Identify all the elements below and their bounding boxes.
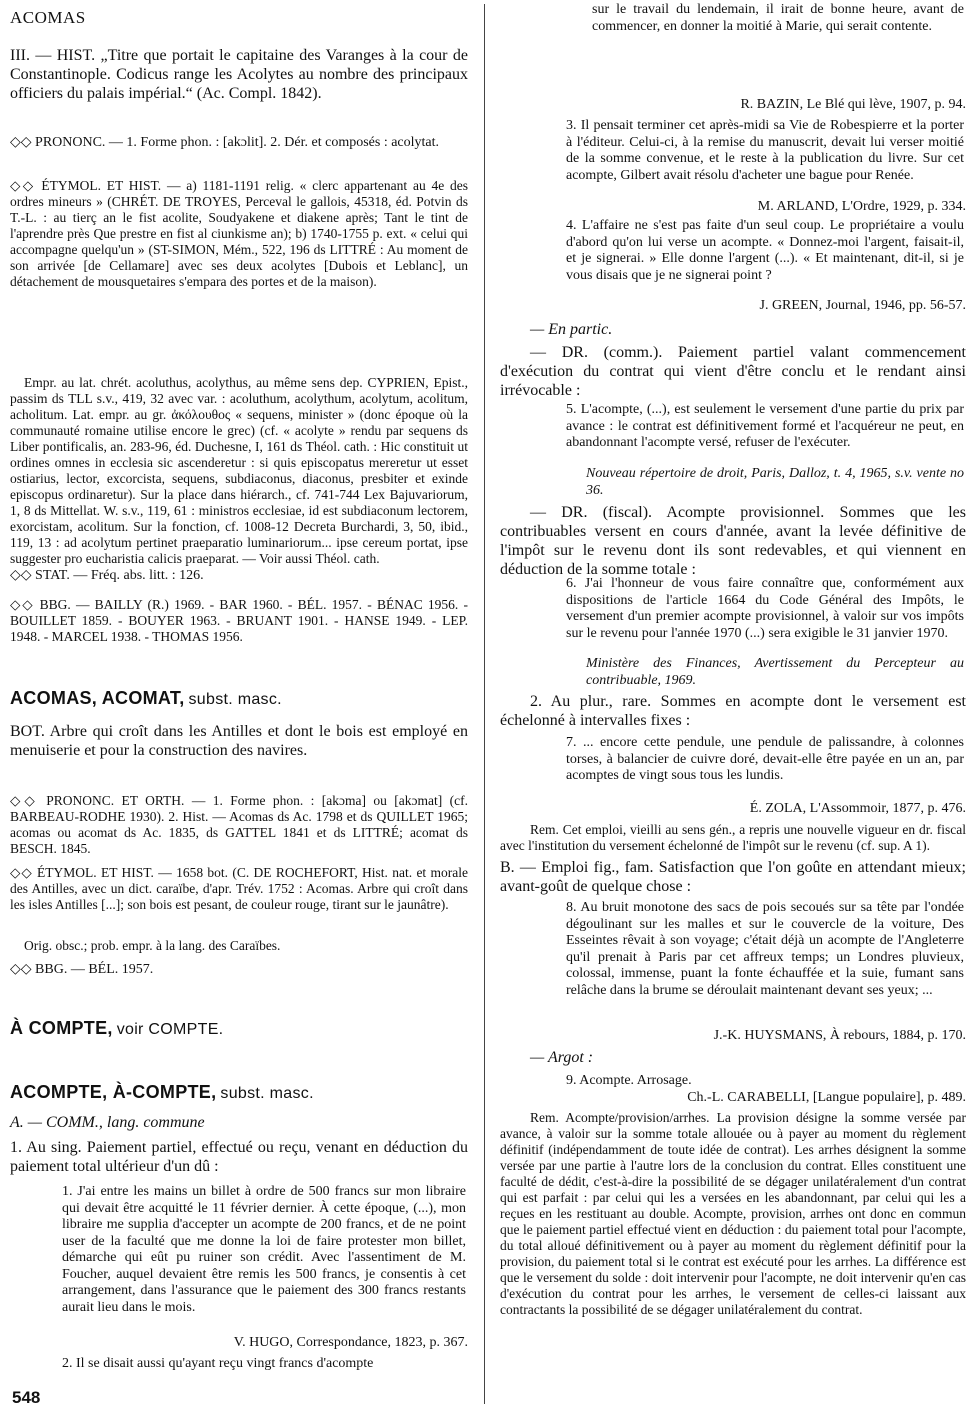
acompte-lemma: ACOMPTE, À-COMPTE, <box>10 1082 217 1102</box>
en-partic: — En partic. <box>530 321 613 338</box>
acompte-headword <box>10 1082 468 1103</box>
etymol-paragraph: ◇◇ ÉTYMOL. ET HIST. — a) 1181-1191 relig. « clerc appartenant au 4e des ordres mineurs » (CHRÉT. DE TROYES, Perceval le gallois, 45318, éd. Potvin ds T.-L. : au tierç an le fist acolite, Soudyakene et diakene après; Tant le tint de l'aprendre près Que prestre en fist al ciunkisme an); b) 1740-1755 p. ext. « celui qui accompagne quelqu'un » (ST-SIMON, Mém., 522, 196 ds LITTRÉ : Au moment de son arrivée [de Cellamare] avec ses deux acolytes [Dubois et Leblanc], un détachement de mousquetaires s'empara des portes et de la maison). <box>10 178 468 289</box>
example-1: 1. J'ai entre les mains un billet à ordre de 500 francs sur mon libraire qui devait être acquitté le 11 février dernier. À cette époque, (...), mon libraire me supplia d'accepter un acompte de 200 francs, et de ne point user de la faculté que me donne la loi de faire protester mon billet, démarche qui eût pu ruiner son crédit. Avec l'assentiment de M. Foucher, auquel devaient être remis les 500 francs, je consentis à cet arrangement, dans l'assurance que le paiement des 300 francs restants aurait lieu dans le mois. <box>62 1184 466 1315</box>
remark-1: Rem. Cet emploi, vieilli au sens gén., a repris une nouvelle vigueur en dr. fiscal avec l'institution du versement échelonné de l'impôt sur le revenu (cf. sup. A 1). <box>500 822 966 853</box>
a-compte-headword <box>10 1018 468 1039</box>
example-5-source: Nouveau répertoire de droit, Paris, Dalloz, t. 4, 1965, s.v. vente no 36. <box>586 466 964 498</box>
running-head: ACOMAS <box>10 8 86 27</box>
a-compte-lemma: À COMPTE, <box>10 1018 113 1038</box>
example-7: 7. ... encore cette pendule, une pendule de palissandre, à colonnes torses, à balancier de cuivre doré, devait-elle être payée en un an, par acomptes de vingt sous tous les lundis. <box>566 735 964 783</box>
bbg-paragraph: ◇◇ BBG. — BAILLY (R.) 1969. - BAR 1960. - BÉL. 1957. - BÉNAC 1956. - BOUILLET 1859. - BOUYER 1963. - BRUANT 1901. - HANSE 1949. - LEP. 1948. - MARCEL 1938. - THOMAS 1956. <box>10 597 468 644</box>
dr-comm-definition: — DR. (comm.). Paiement partiel valant commencement d'exécution du contrat qui vient d'être conclu et le rendant ainsi irrévocable : <box>500 344 966 399</box>
acomas-prononc: ◇◇ PRONONC. ET ORTH. — 1. Forme phon. : [akɔma] ou [akɔmat] (cf. BARBEAU-RODHE 1930). 2. Hist. — Acomas ds Ac. 1798 et ds QUILLET 1965; acomas ou acomat ds Ac. 1835, ds GATTEL 1841 et ds LITTRÉ; acomat ds BESCH. 1845. <box>10 793 468 856</box>
empr-paragraph: Empr. au lat. chrét. acoluthus, acolythus, au même sens dep. CYPRIEN, Epist., passim ds TLL s.v., 419, 32 avec var. : acoluthum, acolythum, acolytum, acolitum, acholitum. Lat. empr. au gr. ἀκόλουθος « sequens, minister » (donc époque où la communauté romaine utilise encore le grec) (cf. « acolyte » rendu par sequens ds Liber pontificalis, an. 283-96, éd. Duchesne, I, 161 ds Théol. cath. : Hic constituit ut ordines omnes in ecclesia sic ascenderetur : si quis episcopatus mereretur ut esset ostiarius, lector, excorcista, sequens, subdiaconus, diaconus, presbiter et exinde episcopus ordinaretur). Sur la place dans hiérarch., cf. 741-744 Lex Bajuvariorum, 1, 8 ds Mittellat. W. s.v., 119, 61 : ministros ecclesiae, id est subdiaconum lectorem, exorcistam, acolitum. Sur la fonction, cf. 1008-12 Decreta Burchardi, 3, 50, ibid., 119, 13 : ad acolytum pertinet praeparatio luminariorum... ipse cereum portat, ipse suggester pro eucharistia calicis praeparat. — Voir aussi Théol. cath. <box>10 375 468 566</box>
column-separator <box>484 4 485 1404</box>
a-compte-see: voir COMPTE. <box>116 1021 224 1038</box>
example-2-source: R. BAZIN, Le Blé qui lève, 1907, p. 94. <box>740 97 966 112</box>
example-4: 4. L'affaire ne s'est pas faite d'un seul coup. Le propriétaire a voulu d'abord qu'on lui verse un acompte. « Donnez-moi l'argent, faisait-il, et je signerai. » Elle donne l'argent (...). « Et maintenant, dit-il, si je vous disais que je ne signerai point ? <box>566 218 964 283</box>
example-4-source: J. GREEN, Journal, 1946, pp. 56-57. <box>759 298 966 313</box>
example-2-start: 2. Il se disait aussi qu'ayant reçu vingt francs d'acompte <box>62 1356 374 1371</box>
example-3-source: M. ARLAND, L'Ordre, 1929, p. 334. <box>757 199 966 214</box>
acomas-orig: Orig. obsc.; prob. empr. à la lang. des Caraïbes. <box>24 938 281 953</box>
argot-heading: — Argot : <box>530 1049 594 1066</box>
example-6: 6. J'ai l'honneur de vous faire connaître que, conformément aux dispositions de l'article 1664 du Code Général des Impôts, le versement d'un premier acompte provisionnel, à valoir sur vos impôts sur le revenu pour l'année 1970 (...) sera exigible le 31 janvier 1970. <box>566 576 964 641</box>
stat-paragraph: ◇◇ STAT. — Fréq. abs. litt. : 126. <box>10 568 204 583</box>
page-number: 548 <box>12 1388 41 1407</box>
acomas-headword <box>10 688 468 709</box>
section-a-heading: A. — COMM., lang. commune <box>10 1114 205 1131</box>
singular-definition: 1. Au sing. Paiement partiel, effectué ou reçu, venant en déduction du paiement total ultérieur d'un dû : <box>10 1139 468 1175</box>
plural-definition: 2. Au plur., rare. Sommes en acompte dont le versement est échelonné à intervalles fixes : <box>500 693 966 729</box>
acomas-etymol: ◇◇ ÉTYMOL. ET HIST. — 1658 bot. (C. DE ROCHEFORT, Hist. nat. et morale des Antilles, avec un dict. caraïbe, d'apr. Trév. 1752 : Acomas. Arbre qui croît dans les isles Antilles [...]; son bois est pesant, de couleur rouge, tirant sur le jaunâtre). <box>10 865 468 912</box>
prononc-paragraph: ◇◇ PRONONC. — 1. Forme phon. : [akɔlit]. 2. Dér. et composés : acolytat. <box>10 135 440 150</box>
example-7-source: É. ZOLA, L'Assommoir, 1877, p. 476. <box>749 801 966 816</box>
example-3: 3. Il pensait terminer cet après-midi sa Vie de Robespierre et la porter à l'éditeur. Celui-ci, à la remise du manuscrit, devait lui verser moitié de la somme convenue, et le reste à la publication du livre. Sur cet acompte, Gilbert avait résolu d'acheter une bague pour Renée. <box>566 118 964 183</box>
acomas-lemma: ACOMAS, ACOMAT, <box>10 688 185 708</box>
section-b: B. — Emploi fig., fam. Satisfaction que l'on goûte en attendant mieux; avant-goût de quelque chose : <box>500 859 966 895</box>
example-8: 8. Au bruit monotone des sacs de pois secoués sur sa tête par l'ondée dégoulinant sur les malles et sur le couvercle de la voiture, Des Esseintes rêvait à son voyage; c'était déjà un acompte de l'Angleterre qu'il prenait à Paris par cet affreux temps; un Londres pluvieux, colossal, immense, puant la fonte échauffée et la suie, fumant sans relâche dans la brume se déroulait maintenant devant ses yeux; ... <box>566 900 964 998</box>
example-6-source: Ministère des Finances, Avertissement du Percepteur au contribuable, 1969. <box>586 656 964 688</box>
acompte-gram: subst. masc. <box>220 1085 314 1102</box>
example-2-continuation: sur le travail du lendemain, il irait de bonne heure, avant de commencer, en donner la moitié à Marie, qui serait contente. <box>592 2 964 34</box>
remark-2: Rem. Acompte/provision/arrhes. La provision désigne la somme versée par avance, à valoir sur la somme totale allouée ou à payer au moment du règlement définitif (indépendamment de toute idée de contrat). Les arrhes désignent la somme versée par une partie à l'autre lors de la conclusion du contrat. Elles constituent une faculté de dédit, c'est-à-dire la possibilité de se dégager unilatéralement d'un contrat qui est parfait : par celui qui les a versées en les abandonnant, par celui qui les a reçues en les restituant au double. Acompte, provision, arrhes ont donc en commun que le paiement partiel effectué vient en déduction : du paiement total pour l'acompte, du total alloué définitivement ou à payer au moment du règlement définitif pour la provision, du paiement total si le contrat est exécuté pour les arrhes. La différence est que le versement du solde : doit intervenir pour l'acompte, ne doit intervenir qu'en cas d'exécution du contrat pour les arrhes, le versement de celles-ci laissant aux contractants la possibilité de se dégager unilatéralement du contrat. <box>500 1110 966 1317</box>
acomas-bbg: ◇◇ BBG. — BÉL. 1957. <box>10 962 154 977</box>
hist-paragraph: III. — HIST. „Titre que portait le capitaine des Varanges à la cour de Constantinople. Codicus range les Acolytes au nombre des principaux officiers du palais impérial.“ (Ac. Compl. 1842). <box>10 47 468 102</box>
example-8-source: J.-K. HUYSMANS, À rebours, 1884, p. 170. <box>713 1028 966 1043</box>
example-9: 9. Acompte. Arrosage. <box>566 1073 692 1088</box>
acomas-definition: BOT. Arbre qui croît dans les Antilles et dont le bois est employé en menuiserie et pour la construction des navires. <box>10 723 468 759</box>
example-5: 5. L'acompte, (...), est seulement le versement d'une partie du prix par avance : le contrat est définitivement formé et l'acquéreur ne peut, en abandonnant l'acompte versé, refuser de l'exécuter. <box>566 402 964 450</box>
acomas-gram: subst. masc. <box>188 691 282 708</box>
dr-fiscal-definition: — DR. (fiscal). Acompte provisionnel. Sommes que les contribuables versent en cours d'année, avant la levée définitive de l'impôt sur le revenu dont ils sont redevables, et qui viennent en déduction de la somme totale : <box>500 504 966 578</box>
example-1-source: V. HUGO, Correspondance, 1823, p. 367. <box>233 1335 468 1350</box>
example-9-source: Ch.-L. CARABELLI, [Langue populaire], p. 489. <box>687 1090 966 1105</box>
